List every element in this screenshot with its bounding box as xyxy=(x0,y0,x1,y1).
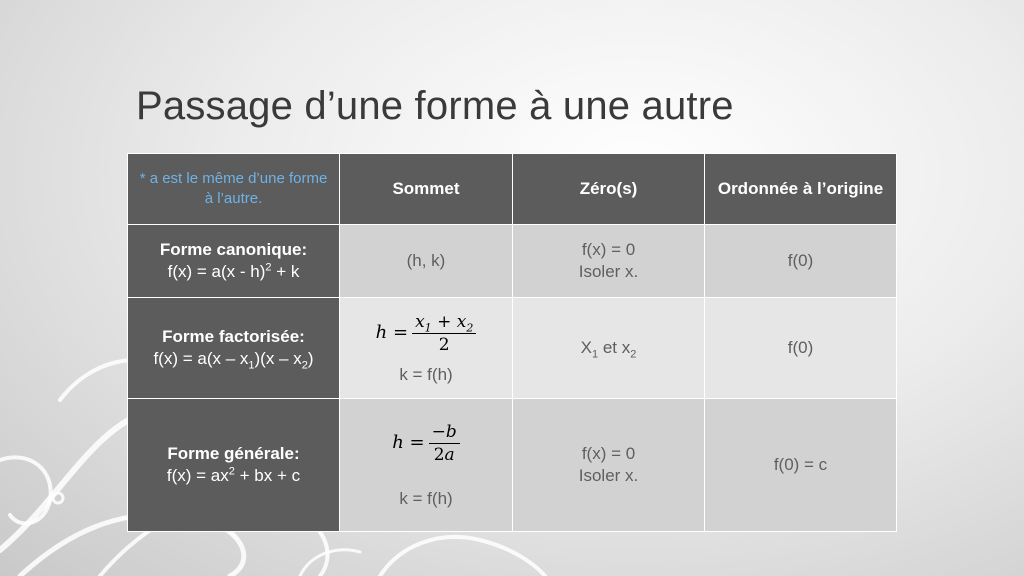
cell-zeros: f(x) = 0 Isoler x. xyxy=(513,225,705,298)
conversion-table xyxy=(127,153,897,532)
table-header-row xyxy=(128,154,897,225)
cell-sommet: (h, k) xyxy=(340,225,513,298)
vertex-fraction: h = $\frac{x_1 + x_2}{2}$ xyxy=(376,311,477,356)
cell-ordonnee: f(0) = c xyxy=(705,399,897,532)
cell-ordonnee: f(0) xyxy=(705,225,897,298)
header-zeros: Zéro(s) xyxy=(513,154,705,225)
cell-sommet xyxy=(340,399,513,532)
form-formula: f(x) = a(x - h)$^2$ + k xyxy=(167,261,300,281)
cell-sommet xyxy=(340,298,513,399)
header-note: * a est le même d’une forme à l’autre. xyxy=(128,154,340,225)
table-row xyxy=(128,225,897,298)
table-row xyxy=(128,399,897,532)
form-formula: $f(x) = a(x - x_1)(x - x_2)$ xyxy=(153,349,314,372)
header-sommet: Sommet xyxy=(340,154,513,225)
form-name: Forme factorisée: xyxy=(162,327,305,346)
k-formula: k = f(h) xyxy=(399,488,453,508)
table-row xyxy=(128,298,897,399)
row-label-generale xyxy=(128,399,340,532)
cell-zeros: $X_1$ et $x_2$ xyxy=(513,298,705,399)
row-label-factorisee xyxy=(128,298,340,399)
form-name: Forme canonique: xyxy=(159,240,308,259)
vertex-fraction: h = $\frac{-b}{2a}$ xyxy=(392,421,460,466)
cell-zeros: f(x) = 0 Isoler x. xyxy=(513,399,705,532)
form-formula: $f(x) = ax^2$ + bx + c xyxy=(166,465,301,485)
cell-ordonnee: f(0) xyxy=(705,298,897,399)
k-formula: k = f(h) xyxy=(399,364,453,384)
header-ordonnee: Ordonnée à l’origine xyxy=(705,154,897,225)
row-label-canonique xyxy=(128,225,340,298)
form-name: Forme générale: xyxy=(167,444,300,463)
slide-title: Passage d’une forme à une autre xyxy=(136,84,734,128)
